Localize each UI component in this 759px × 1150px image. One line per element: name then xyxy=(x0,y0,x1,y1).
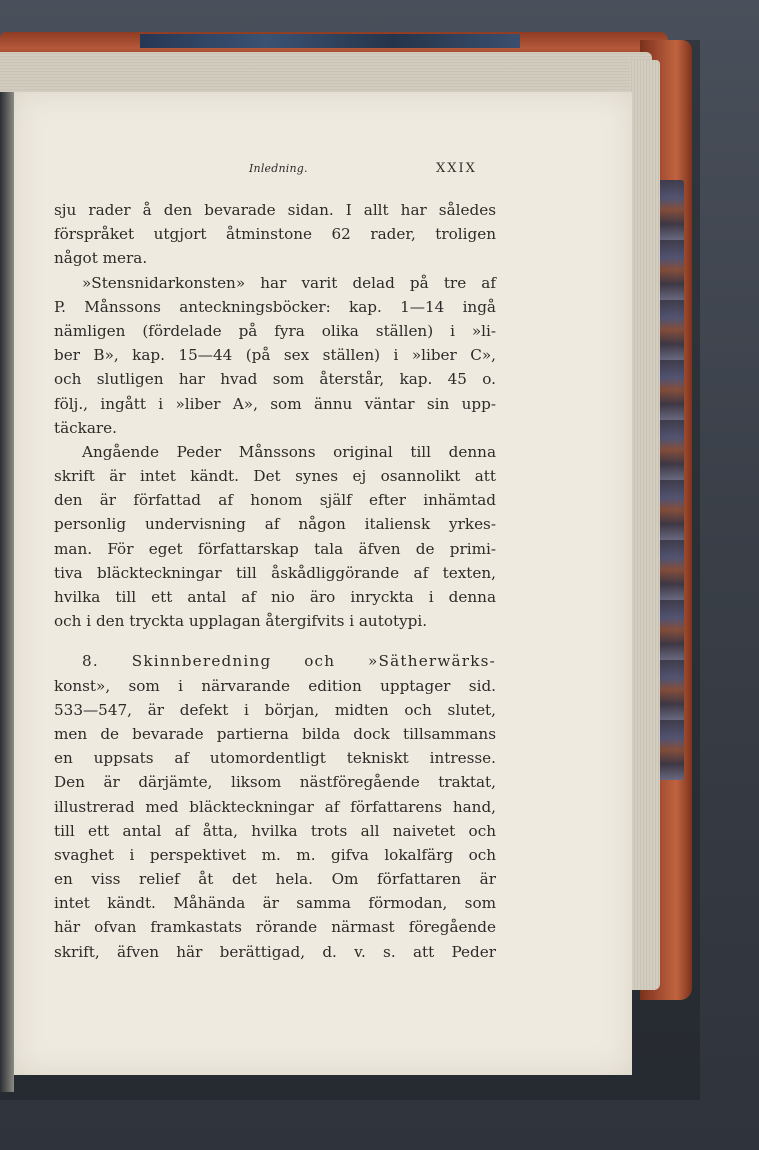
text-line: något mera. xyxy=(54,249,148,268)
text-line: sju rader å den bevarade sidan. I allt har således xyxy=(54,201,496,219)
text-line: och slutligen har hvad som återstår, kap. 45 o. xyxy=(54,370,496,389)
cover-marble-edge xyxy=(656,180,684,780)
text-line: man. För eget författarskap tala äfven de primi- xyxy=(54,539,496,558)
section-gap xyxy=(54,633,496,649)
text-line: till ett antal af åtta, hvilka trots all naivetet och xyxy=(54,821,496,840)
page-number: XXIX xyxy=(436,161,477,176)
text-line: Den är därjämte, liksom nästföregående traktat, xyxy=(54,773,496,792)
running-head: Inledning. xyxy=(249,162,308,175)
text-line: 8. Skinnberedning och »Sätherwärks- xyxy=(82,652,496,671)
text-line: konst», som i närvarande edition upptager sid. xyxy=(54,676,496,695)
text-line: täckare. xyxy=(54,418,117,437)
text-line: 533—547, är defekt i början, midten och slutet, xyxy=(54,700,496,719)
text-line: »Stensnidarkonsten» har varit delad på tre af xyxy=(82,273,496,292)
text-line: och i den tryckta upplagan återgifvits i autotypi. xyxy=(54,612,428,631)
text-line: svaghet i perspektivet m. m. gifva lokalfärg och xyxy=(54,845,496,864)
page-stack-top xyxy=(0,52,652,92)
text-line: här ofvan framkastats rörande närmast föregående xyxy=(54,918,496,937)
text-line: en viss relief åt det hela. Om författaren är xyxy=(54,870,496,889)
text-line: personlig undervisning af någon italiensk yrkes- xyxy=(54,515,496,534)
text-line: skrift är intet kändt. Det synes ej osannolikt att xyxy=(54,467,496,486)
text-line: intet kändt. Måhända är samma förmodan, som xyxy=(54,894,496,913)
text-line: P. Månssons anteckningsböcker: kap. 1—14 ingå xyxy=(54,297,496,316)
gutter-edge xyxy=(0,92,14,1092)
page-header xyxy=(14,162,632,186)
book-page xyxy=(14,92,632,1075)
body-text xyxy=(54,198,496,964)
text-line: Angående Peder Månssons original till denna xyxy=(82,442,496,461)
text-line: följ., ingått i »liber A», som ännu väntar sin upp- xyxy=(54,394,496,413)
text-line: den är författad af honom själf efter inhämtad xyxy=(54,491,496,510)
text-line: skrift, äfven här berättigad, d. v. s. att Peder xyxy=(54,942,496,961)
text-line: en uppsats af utomordentligt tekniskt intresse. xyxy=(54,749,496,768)
page-stack-right xyxy=(630,60,660,990)
cover-marble-band xyxy=(140,34,520,48)
text-line: förspråket utgjort åtminstone 62 rader, troligen xyxy=(54,225,496,244)
text-line: men de bevarade partierna bilda dock tillsammans xyxy=(54,724,496,743)
text-line: nämligen (fördelade på fyra olika ställen) i »li- xyxy=(54,321,496,340)
text-line: illustrerad med bläckteckningar af författarens hand, xyxy=(54,797,496,816)
text-line: tiva bläckteckningar till åskådliggörande af texten, xyxy=(54,563,496,582)
text-line: ber B», kap. 15—44 (på sex ställen) i »liber C», xyxy=(54,346,496,365)
text-line: hvilka till ett antal af nio äro inryckta i denna xyxy=(54,588,496,606)
